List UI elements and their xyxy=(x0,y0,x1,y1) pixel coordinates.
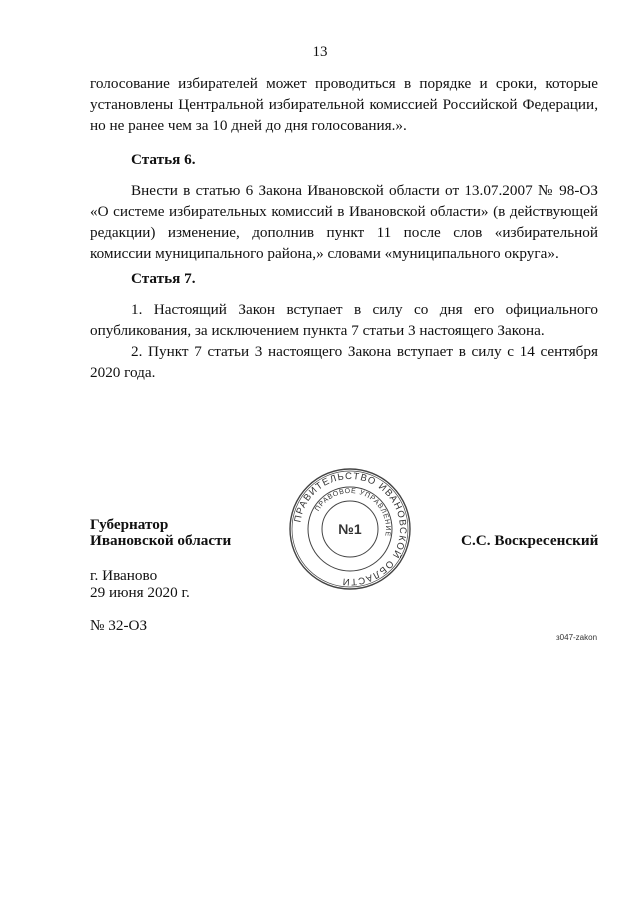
article-7-item-1: 1. Настоящий Закон вступает в силу со дня его официального опубликования, за исключением пункта 7 статьи 3 настоящего Закона. xyxy=(90,301,598,339)
date: 29 июня 2020 г. xyxy=(90,584,190,601)
article-7-heading: Статья 7. xyxy=(131,270,196,287)
stamp-center-text: №1 xyxy=(338,521,362,537)
signature-title-line-2: Ивановской области xyxy=(90,532,232,549)
paragraph-intro: голосование избирателей может проводиться в порядке и сроки, которые установлены Центральной избирательной комиссией Российской Федерации, но не ранее чем за 10 дней до дня голосования.». xyxy=(90,75,598,134)
law-number: № 32-ОЗ xyxy=(90,617,148,634)
article-6-heading: Статья 6. xyxy=(131,151,196,168)
article-6-text: Внести в статью 6 Закона Ивановской области от 13.07.2007 № 98-ОЗ «О системе избирательных комиссий в Ивановской области» (в действующей редакции) изменение, дополнив пункт 11 после слов «избирательной комиссии муниципального района,» словами «муниципального округа». xyxy=(90,182,598,262)
place: г. Иваново xyxy=(90,567,158,584)
page-number: 13 xyxy=(312,44,328,60)
stamp-inner-text: ПРАВОВОЕ УПРАВЛЕНИЕ xyxy=(314,487,392,538)
file-code: з047-zakon xyxy=(556,633,598,642)
signature-name: С.С. Воскресенский xyxy=(461,532,599,549)
signature-title-line-1: Губернатор xyxy=(90,516,169,533)
article-7-item-2: 2. Пункт 7 статьи 3 настоящего Закона вступает в силу с 14 сентября 2020 года. xyxy=(90,343,598,381)
official-stamp xyxy=(287,466,413,592)
stamp-ring-text: ПРАВИТЕЛЬСТВО ИВАНОВСКОЙ ОБЛАСТИ xyxy=(292,470,409,588)
